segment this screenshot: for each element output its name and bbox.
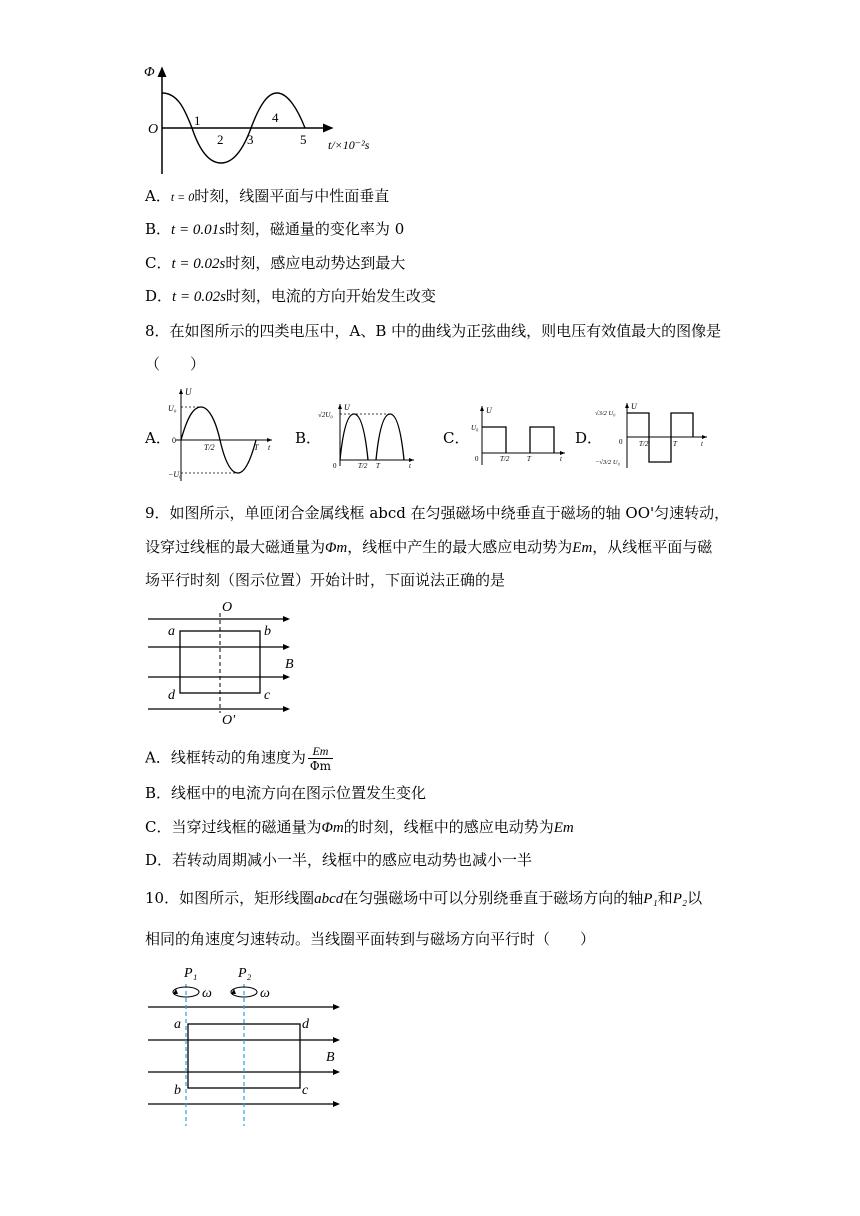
q9-frac-den: Φm <box>309 759 332 773</box>
tick-5: 5 <box>300 132 307 147</box>
q8-d-origin: 0 <box>619 438 623 446</box>
q8-a-u0: U₀ <box>168 404 177 413</box>
q9-stem-line2 <box>145 537 712 558</box>
q8-graph-c <box>468 403 568 468</box>
q9-label-o: O <box>222 600 233 615</box>
q7-option-c-math: t = 0.02s <box>171 256 226 272</box>
q7-option-b-prefix: B． <box>145 220 172 238</box>
q8-d-t: t <box>701 440 703 448</box>
q7-option-a-math: t = 0 <box>170 190 195 204</box>
q9-option-a-fraction <box>308 744 333 773</box>
q8-b-t: t <box>409 462 411 470</box>
q9-option-c <box>145 817 574 838</box>
q8-a-y-label: U <box>185 387 192 397</box>
q8-b-y-label: U <box>344 403 350 412</box>
q10-label-c: c <box>302 1083 309 1098</box>
q9-stem-line2-c: ，从线框平面与磁 <box>592 538 713 556</box>
q10-label-p1: P₁ <box>184 966 198 981</box>
q7-option-d-prefix: D． <box>145 287 173 305</box>
q8-label-d: D． <box>575 429 603 447</box>
q8-b-origin: 0 <box>333 462 337 470</box>
q9-option-c-text-a: C．当穿过线框的磁通量为 <box>145 818 322 836</box>
q10-coil-figure <box>140 958 360 1130</box>
q10-label-a: a <box>174 1017 181 1032</box>
q9-option-c-e: Em <box>553 820 574 836</box>
origin-label: O <box>148 122 159 137</box>
q9-label-o-prime: O' <box>222 713 236 725</box>
q8-c-half: T/2 <box>500 455 510 463</box>
q8-graph-b <box>318 400 418 470</box>
q8-label-a: A． <box>145 429 171 447</box>
q9-stem-line1: 9．如图所示，单匝闭合金属线框 abcd 在匀强磁场中绕垂直于磁场的轴 OO'匀速转动， <box>145 504 730 522</box>
q8-a-period: T <box>254 443 259 452</box>
q7-option-d-math: t = 0.02s <box>172 289 226 305</box>
q8-a-half: T/2 <box>204 443 215 452</box>
q7-option-b-text: 时刻，磁通量的变化率为 0 <box>224 220 405 238</box>
q9-option-c-text-b: 的时刻，线框中的感应电动势为 <box>343 818 554 836</box>
tick-4: 4 <box>272 110 279 125</box>
q9-option-c-phi: Φm <box>321 820 344 836</box>
q9-option-a <box>145 744 333 773</box>
q10-stem-line1-a: 10．如图所示，矩形线圈 <box>145 889 315 907</box>
q8-stem-line2: （ ） <box>145 355 206 373</box>
q7-option-c-text: 时刻，感应电动势达到最大 <box>225 254 406 272</box>
q8-label-b: B． <box>295 429 322 447</box>
q9-coil-figure <box>140 595 310 725</box>
phi-time-graph <box>140 62 390 177</box>
q8-d-y-label: U <box>631 402 637 411</box>
q8-b-peak: √2U₀ <box>318 411 333 419</box>
q8-c-period: T <box>527 455 531 463</box>
q7-option-c <box>145 253 405 274</box>
q8-d-pos: √3/2 U₀ <box>595 410 616 417</box>
q9-label-c: c <box>264 688 271 703</box>
q9-phi-m: Φm <box>325 540 348 556</box>
q9-stem-line2-a: 设穿过线框的最大磁通量为 <box>145 538 326 556</box>
time-axis-label: t/×10⁻²s <box>328 138 370 152</box>
q7-option-b <box>145 219 404 240</box>
q10-omega-2: ω <box>260 986 270 1001</box>
q8-d-half: T/2 <box>639 440 649 448</box>
q8-c-y-label: U <box>486 406 492 415</box>
q10-p2: P₂ <box>672 891 688 907</box>
q8-d-neg: −√3/2 U₀ <box>595 459 620 466</box>
q8-graph-a <box>168 385 278 485</box>
q10-abcd: abcd <box>314 891 344 907</box>
q8-graph-d <box>595 400 710 470</box>
q8-b-period: T <box>376 462 380 470</box>
q9-frac-num: Em <box>308 744 333 759</box>
q7-option-c-prefix: C． <box>145 254 172 272</box>
q8-c-u0: U₀ <box>471 424 479 432</box>
tick-2: 2 <box>217 132 224 147</box>
q10-stem-line1 <box>145 888 702 909</box>
tick-3: 3 <box>247 132 254 147</box>
q10-label-p2: P₂ <box>238 966 252 981</box>
q9-label-a: a <box>168 624 175 639</box>
q10-label-d: d <box>302 1017 309 1032</box>
q9-option-a-text: A．线框转动的角速度为 <box>145 748 306 767</box>
q7-option-d <box>145 286 436 307</box>
q9-label-field: B <box>285 657 294 672</box>
tick-1: 1 <box>194 113 201 128</box>
q10-stem-line2: 相同的角速度匀速转动。当线圈平面转到与磁场方向平行时（ ） <box>145 930 596 948</box>
q9-option-d: D．若转动周期减小一半，线框中的感应电动势也减小一半 <box>145 851 533 869</box>
q7-option-a-text: 时刻，线圈平面与中性面垂直 <box>194 187 390 205</box>
q9-label-d: d <box>168 688 175 703</box>
q8-stem-line1: 8．在如图所示的四类电压中，A、B 中的曲线为正弦曲线，则电压有效值最大的图像是 <box>145 322 722 340</box>
q8-a-t: t <box>268 443 271 452</box>
q7-option-a <box>145 186 389 207</box>
q10-label-field: B <box>326 1050 335 1065</box>
q8-a-origin: 0 <box>172 436 176 445</box>
q9-e-m: Em <box>572 540 593 556</box>
q9-option-b: B．线框中的电流方向在图示位置发生变化 <box>145 784 427 802</box>
q8-d-period: T <box>673 440 677 448</box>
q10-label-b: b <box>174 1083 181 1098</box>
q9-stem-line3: 场平行时刻（图示位置）开始计时，下面说法正确的是 <box>145 571 506 589</box>
q9-stem-line2-b: ，线框中产生的最大感应电动势为 <box>347 538 573 556</box>
q8-c-t: t <box>560 455 562 463</box>
q7-option-d-text: 时刻，电流的方向开始发生改变 <box>225 287 436 305</box>
q10-p1: P₁ <box>643 891 658 907</box>
q7-option-b-math: t = 0.01s <box>171 222 225 238</box>
phi-label: Φ <box>144 65 155 80</box>
q8-label-c: C． <box>443 429 470 447</box>
q10-omega-1: ω <box>202 986 212 1001</box>
q8-c-origin: 0 <box>475 455 479 463</box>
q10-and: 和 <box>657 889 673 907</box>
q10-stem-line1-c: 以 <box>687 889 703 907</box>
q7-option-a-prefix: A． <box>145 187 171 205</box>
q8-a-neg-u0: −U₀ <box>168 470 182 479</box>
q9-label-b: b <box>264 624 271 639</box>
q8-b-half: T/2 <box>358 462 368 470</box>
q10-stem-line1-b: 在匀强磁场中可以分别绕垂直于磁场方向的轴 <box>343 889 644 907</box>
